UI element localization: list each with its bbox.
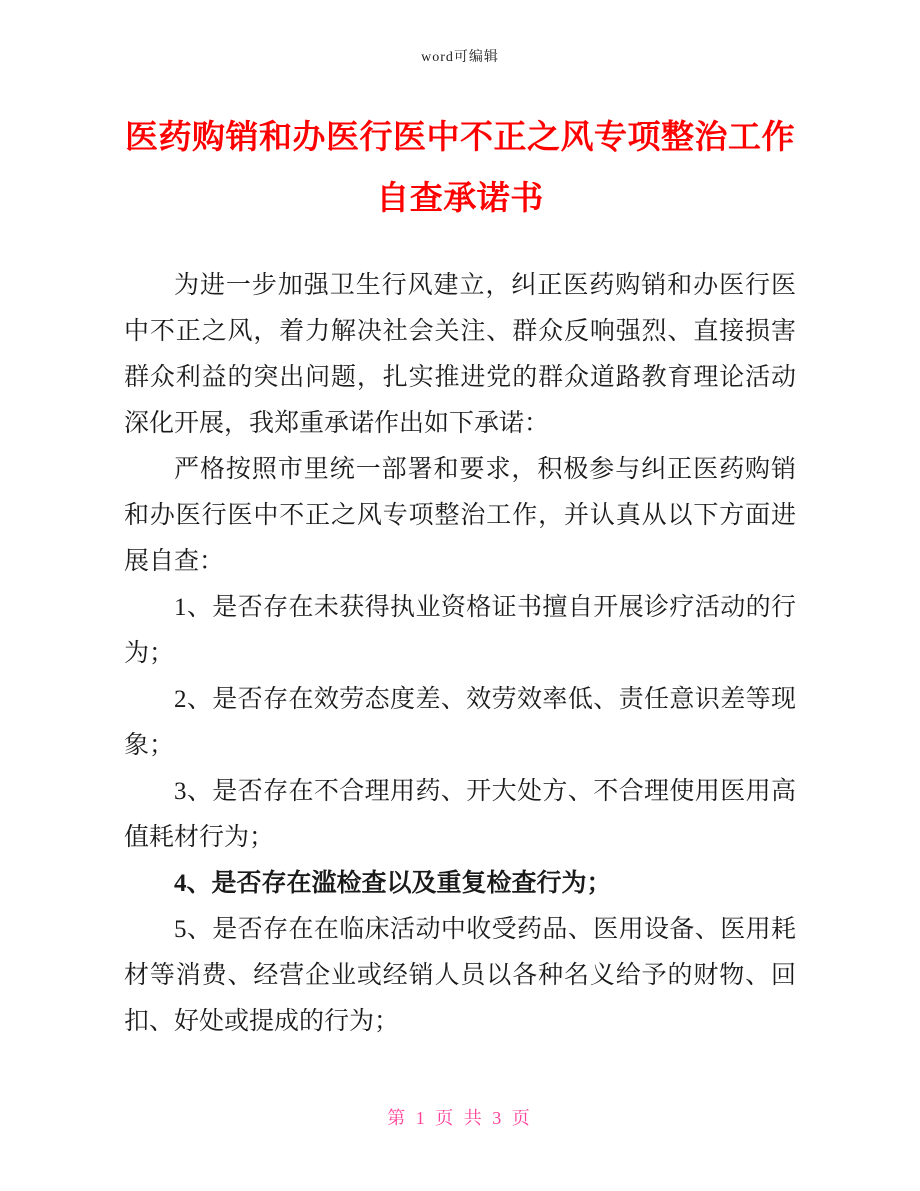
document-title: 医药购销和办医行医中不正之风专项整治工作自查承诺书 xyxy=(125,118,795,216)
document-body xyxy=(124,263,796,1045)
page-number-footer: 第 1 页 共 3 页 xyxy=(387,1108,533,1128)
paragraph-1: 为进一步加强卫生行风建立，纠正医药购销和办医行医中不正之风，着力解决社会关注、群众反响强烈、直接损害群众利益的突出问题，扎实推进党的群众道路教育理论活动深化开展，我郑重承诺作出如下承诺： xyxy=(124,272,796,437)
paragraph-4: 2、是否存在效劳态度差、效劳效率低、责任意识差等现象； xyxy=(124,686,796,759)
paragraph-2: 严格按照市里统一部署和要求，积极参与纠正医药购销和办医行医中不正之风专项整治工作，并认真从以下方面进展自查： xyxy=(124,456,796,575)
paragraph-7: 5、是否存在在临床活动中收受药品、医用设备、医用耗材等消费、经营企业或经销人员以各种名义给予的财物、回扣、好处或提成的行为； xyxy=(124,916,796,1035)
paragraph-6: 4、是否存在滥检查以及重复检查行为； xyxy=(174,870,612,897)
paragraph-5: 3、是否存在不合理用药、开大处方、不合理使用医用高值耗材行为； xyxy=(124,778,796,851)
paragraph-3: 1、是否存在未获得执业资格证书擅自开展诊疗活动的行为； xyxy=(124,594,796,667)
watermark-text: word可编辑 xyxy=(421,50,499,65)
